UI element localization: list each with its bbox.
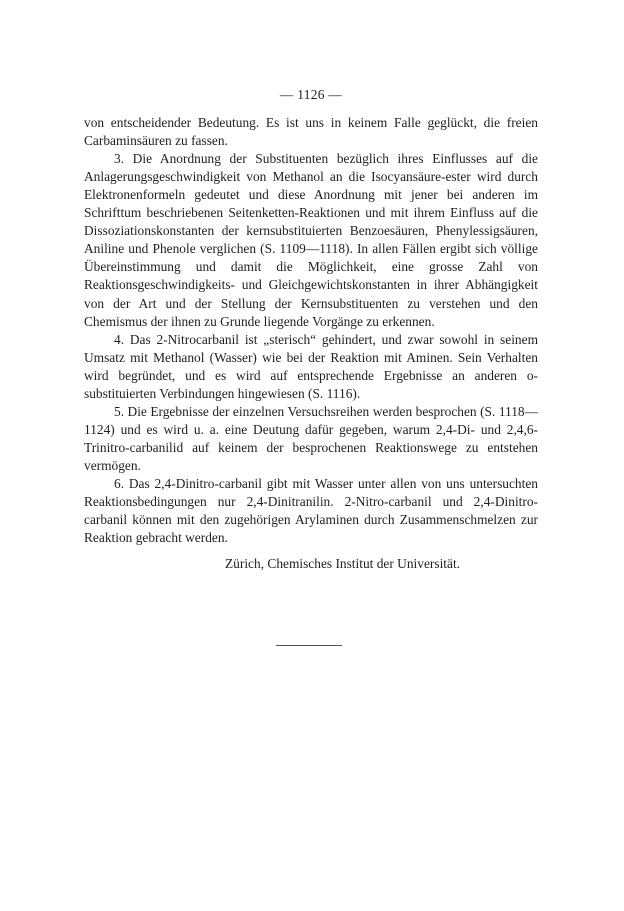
- paragraph-point-6: 6. Das 2,4-Dinitro-carbanil gibt mit Wasser unter allen von uns untersuchten Reaktionsbedingungen nur 2,4-Dinitranilin. 2-Nitro-carbanil und 2,4-Dinitro-carbanil können mit den zugehörigen Arylaminen durch Zusammenschmelzen zur Reaktion gebracht werden.: [84, 475, 538, 546]
- paragraph-continuation: von entscheidender Bedeutung. Es ist uns in keinem Falle geglückt, die freien Carbaminsäuren zu fassen.: [84, 115, 538, 149]
- end-rule: [276, 645, 342, 646]
- signature-affiliation: Zürich, Chemisches Institut der Universität.: [225, 556, 461, 572]
- page-body: [84, 86, 538, 573]
- paragraph-point-4: 4. Das 2-Nitrocarbanil ist „sterisch“ gehindert, und zwar sowohl in seinem Umsatz mit Methanol (Wasser) wie bei der Reaktion mit Aminen. Sein Verhalten wird begründet, und es wird auf entsprechende Ergebnisse an anderen o-substituierten Verbindungen hingewiesen (S. 1116).: [84, 331, 538, 401]
- page-number: — 1126 —: [279, 87, 343, 102]
- paragraph-point-5: 5. Die Ergebnisse der einzelnen Versuchsreihen werden besprochen (S. 1118—1124) und es wird u. a. eine Deutung dafür gegeben, warum 2,4-Di- und 2,4,6-Trinitro-carbanilid auf keinem der besprochenen Reaktionswege zu entstehen vermögen.: [84, 403, 538, 473]
- paragraph-point-3: 3. Die Anordnung der Substituenten bezüglich ihres Einflusses auf die Anlagerungsgeschwindigkeit von Methanol an die Isocyansäure-ester wird durch Elektronenformeln gedeutet und diese Anordnung mit jener bei anderen im Schrifttum beschriebenen Seitenketten-Reaktionen und mit ihrem Einfluss auf die Dissoziationskonstanten der kernsubstituierten Benzoesäuren, Phenylessigsäuren, Aniline und Phenole verglichen (S. 1109—1118). In allen Fällen ergibt sich völlige Übereinstimmung und damit die Möglichkeit, eine grosse Zahl von Reaktionsgeschwindigkeits- und Gleichgewichtskonstanten in ihrer Abhängigkeit von der Art und der Stellung der Kernsubstituenten zu verstehen und den Chemismus der ihnen zu Grunde liegende Vorgänge zu erkennen.: [84, 151, 538, 329]
